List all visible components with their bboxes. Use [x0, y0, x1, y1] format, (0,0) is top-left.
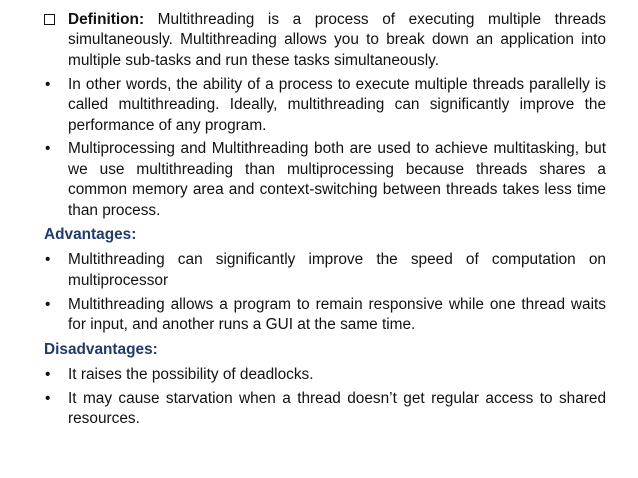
disadvantage-item-1: [44, 365, 606, 385]
advantage-text: Multithreading allows a program to remain responsive while one thread waits for input, and another runs a GUI at the same time.: [68, 295, 606, 334]
bullet-icon: •: [45, 366, 51, 383]
definition-text: Multithreading is a process of executing multiple threads simultaneously. Multithreading allows you to break down an application into multiple sub-tasks and run these tasks simultaneously.: [68, 11, 606, 69]
disadvantage-text: It may cause starvation when a thread doesn’t get regular access to shared resources.: [68, 389, 606, 428]
bullet-icon: •: [45, 75, 51, 93]
point-text: In other words, the ability of a process to execute multiple threads parallelly is called multithreading. Ideally, multithreading can significantly improve the performance of any program.: [68, 75, 606, 134]
disadvantage-text: It raises the possibility of deadlocks.: [68, 366, 314, 383]
point-text: Multiprocessing and Multithreading both are used to achieve multitasking, but we use multithreading than multiprocessing because threads shares a common memory area and context-switching between threads takes less time than process.: [68, 140, 606, 219]
bullet-icon: •: [45, 389, 51, 407]
slide-content: [44, 10, 606, 433]
bullet-icon: •: [45, 295, 51, 313]
bullet-icon: •: [45, 251, 51, 269]
point-item-2: [44, 139, 606, 221]
bullet-icon: •: [45, 140, 51, 158]
definition-item: [44, 10, 606, 71]
point-item-1: [44, 75, 606, 136]
advantage-item-1: [44, 250, 606, 291]
advantage-text: Multithreading can significantly improve the speed of computation on multiprocessor: [68, 251, 606, 289]
definition-label: Definition:: [68, 11, 145, 28]
checkbox-bullet-icon: [44, 14, 55, 25]
advantage-item-2: [44, 295, 606, 336]
advantages-heading: Advantages:: [44, 226, 137, 244]
disadvantage-item-2: [44, 389, 606, 430]
disadvantages-heading: Disadvantages:: [44, 340, 158, 358]
